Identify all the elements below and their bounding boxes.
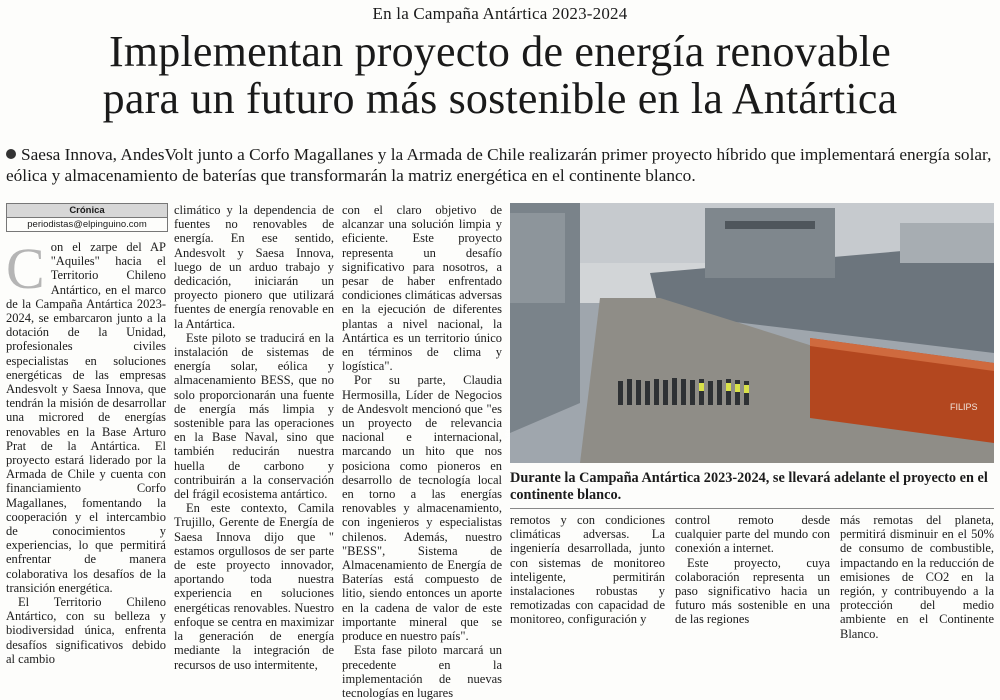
article-column-1: [6, 236, 166, 666]
drop-cap: C: [6, 236, 45, 301]
byline-box: [6, 203, 168, 232]
photo-credit: ARCHIVO: [506, 410, 512, 441]
article-paragraph: Con el zarpe del AP "Aquiles" hacia el Territorio Chileno Antártico, en el marco de la Campaña Antártica 2023-2024, se embarcaron junto a la dotación de la Unidad, profesionales civiles especialistas en soluciones energéticas de las empresas Andesvolt y Saesa Innova, que tendrán la misión de desarrollar una microred de energías renovables en la Base Arturo Prat de la Antártica. El proyecto estará liderado por la Armada de Chile y cuenta con financiamiento Corfo Magallanes, fomentando la cooperación y el intercambio de conocimientos y experiencias, lo que permitirá enfrentar de manera colaborativa los desafíos de la transición energética.: [6, 236, 166, 595]
article-photo: [506, 203, 994, 463]
article-paragraph: control remoto desde cualquier parte del mundo con conexión a internet.: [675, 513, 830, 556]
article-paragraph: remotos y con condiciones climáticas adversas. La ingeniería desarrollada, junto con sistemas de monitoreo inteligente, permitirán instalaciones robustas y remotizadas con capacidad de monitoreo, configuración y: [510, 513, 665, 627]
photo-people-group: [618, 378, 749, 405]
article-column-5: [675, 513, 830, 627]
photo-container-text: FILIPS: [950, 402, 978, 412]
bullet-icon: [6, 149, 16, 159]
photo-illustration: [510, 203, 994, 463]
article-paragraph: más remotas del planeta, permitirá disminuir en el 50% de consumo de combustible, impactando en la reducción de emisiones de CO2 en la región, y contribuyendo a la protección del medio ambiente en el Continente Blanco.: [840, 513, 994, 641]
photo-ship-windows: [725, 221, 815, 229]
article-column-4: [510, 513, 665, 627]
photo-ship-crane: [900, 223, 994, 263]
article-column-3: [342, 203, 502, 700]
headline: [0, 28, 1000, 122]
article-paragraph: En este contexto, Camila Trujillo, Gerente de Energía de Saesa Innova dijo que " estamos orgullosos de ser parte de este proyecto innovador, aportando toda nuestra experiencia en soluciones energéticas renovables. Nuestro enfoque se centra en maximizar la generación de energía mediante la integración de recursos de uso intermitente,: [174, 501, 334, 672]
lead-text: Saesa Innova, AndesVolt junto a Corfo Magallanes y la Armada de Chile realizarán primer proyecto híbrido que implementará energía solar, eólica y almacenamiento de baterías que transformarán la matriz energética en el continente blanco.: [6, 145, 992, 185]
kicker: En la Campaña Antártica 2023-2024: [372, 4, 628, 23]
article-paragraph: El Territorio Chileno Antártico, con su belleza y biodiversidad única, enfrenta desafíos significativos debido al cambio: [6, 595, 166, 666]
headline-line-1: Implementan proyecto de energía renovable: [109, 27, 891, 76]
photo-ship-left-superstructure: [510, 213, 565, 303]
byline-email: periodistas@elpinguino.com: [6, 218, 168, 232]
article-column-6: [840, 513, 994, 641]
byline-section: Crónica: [6, 203, 168, 218]
article-paragraph: Este proyecto, cuya colaboración representa un paso significativo hacia un futuro más sostenible en una de las regiones: [675, 555, 830, 627]
article-paragraph: Esta fase piloto marcará un precedente en la implementación de nuevas tecnologías en lugares: [342, 643, 502, 700]
photo-ship-bridge: [705, 208, 835, 278]
article-paragraph: climático y la dependencia de fuentes no renovables de energía. En ese sentido, Andesvolt y Saesa Innova, luego de un arduo trabajo y dedicación, iniciarán un proyecto pionero que utilizará fuentes de energía renovable en la Antártica.: [174, 203, 334, 331]
article-paragraph: Por su parte, Claudia Hermosilla, Líder de Negocios de Andesvolt mencionó que "es un proyecto de relevancia nacional e internacional, marcando un hito que nos posiciona como pioneros en desarrollo de tecnología local en torno a las energías renovables y almacenamiento, con ingenieros y especialistas chilenos. Además, nuestro "BESS", Sistema de Almacenamiento de Energía de Baterías está compuesto de litio, siendo entonces un aporte en la cadena de valor de este importante mineral que se produce en nuestro país".: [342, 373, 502, 644]
article-paragraph: con el claro objetivo de alcanzar una solución limpia y eficiente. Este proyecto representa un desafío significativo para nosotros, a pesar de haber enfrentado condiciones climáticas adversas en la ejecución de diferentes plantas a nivel nacional, la Antártica es un territorio único en términos de clima y logística".: [342, 203, 502, 374]
headline-line-2: para un futuro más sostenible en la Antártica: [102, 74, 898, 123]
photo-caption: Durante la Campaña Antártica 2023-2024, se llevará adelante el proyecto en el continente blanco.: [510, 470, 988, 503]
lead-paragraph: [6, 144, 996, 186]
article-column-2: [174, 203, 334, 672]
article-paragraph: Este piloto se traducirá en la instalación de sistemas de energía solar, eólica y almacenamiento BESS, que no solo proporcionarán una fuente de energía más limpia y sostenible para las operaciones en la Base Naval, sino que también reducirán nuestra huella de carbono y contribuirán a la conservación del frágil ecosistema antártico.: [174, 330, 334, 502]
caption-divider: [510, 508, 994, 509]
